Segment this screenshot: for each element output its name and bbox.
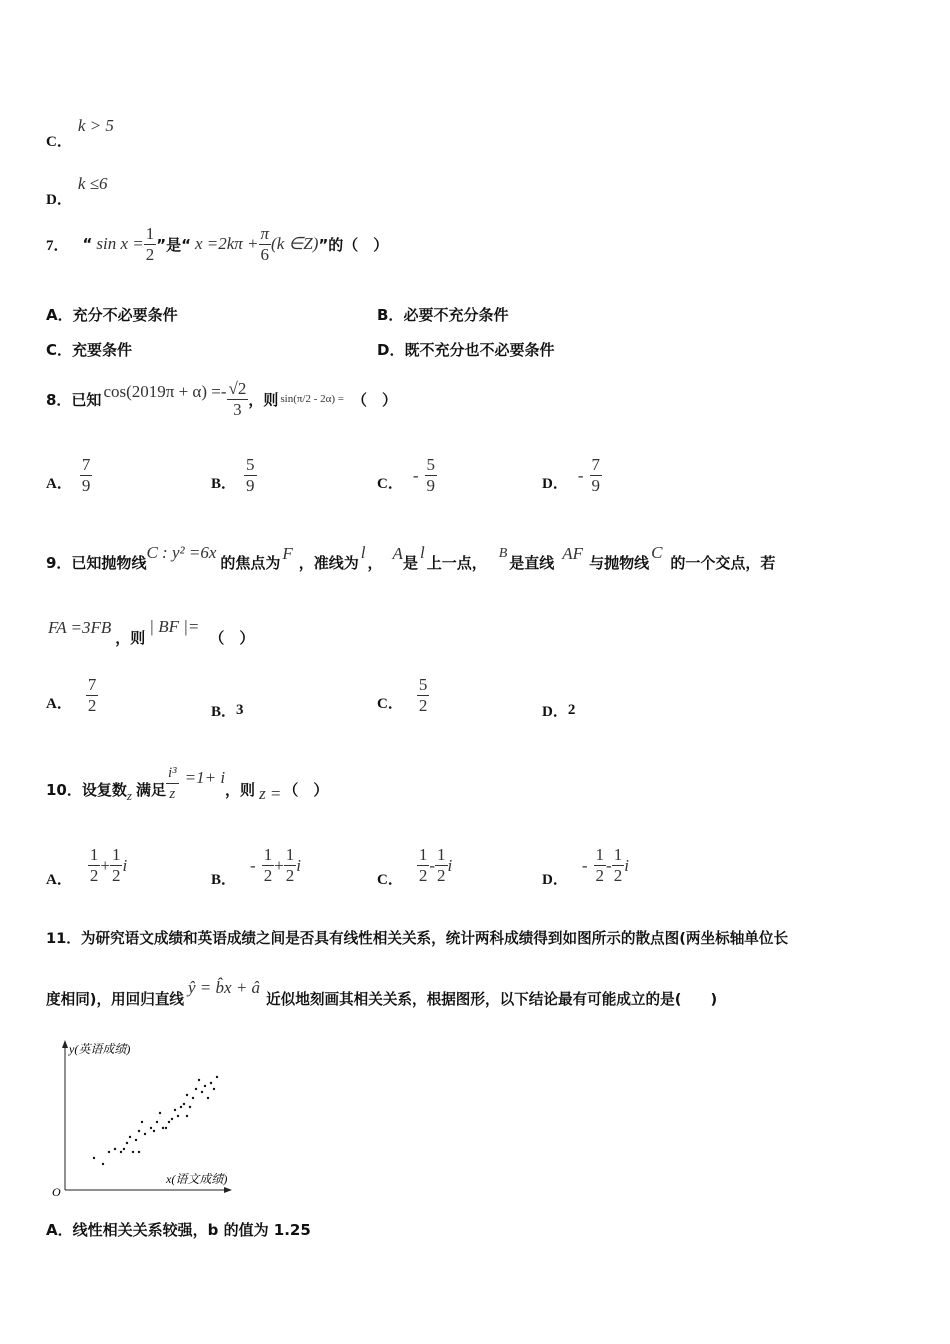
fraction [227, 380, 249, 419]
minus-sign: - [250, 855, 256, 875]
question-text: ”的（ ） [318, 235, 389, 254]
scatter-point [120, 1151, 122, 1153]
math-symbol: z [126, 788, 132, 803]
option-label: A． [46, 872, 72, 888]
question-number: 9．已知抛物线 [46, 553, 147, 572]
minus-sign: - [577, 465, 584, 485]
x-axis-label: x(语文成绩) [166, 1172, 228, 1186]
question-text: 满足 [135, 780, 166, 799]
option-value: 3 [236, 702, 244, 718]
question-text: ”是“ [156, 235, 191, 254]
q7-stem [46, 220, 388, 268]
answer-paren: （ ） [283, 780, 329, 799]
scatter-point [159, 1112, 161, 1114]
denominator: 2 [87, 696, 97, 715]
q10-option-c [377, 842, 452, 889]
scatter-point [135, 1139, 137, 1141]
q9-option-d [542, 700, 575, 721]
math-symbol: l [360, 543, 366, 562]
q7-option-a [46, 304, 178, 325]
numerator: 1 [595, 845, 605, 864]
scatter-point [102, 1163, 104, 1165]
scatter-point [201, 1091, 203, 1093]
option-label: D． [542, 872, 568, 888]
math-symbol: F [282, 544, 293, 563]
q8-option-b [211, 456, 257, 495]
math-expression: k ≤6 [77, 173, 108, 193]
option-label: B． [211, 872, 237, 888]
denominator: 9 [81, 476, 91, 495]
math-expression: cos(2019π + α) =- [103, 382, 227, 401]
numerator: 1 [89, 845, 99, 864]
math-expression: sin x = [96, 234, 144, 253]
q9-stem-line1 [46, 542, 775, 572]
math-expression: FA =3FB [48, 618, 112, 637]
question-text: ， [367, 553, 383, 572]
scatter-point [183, 1103, 185, 1105]
operator: - [606, 855, 612, 875]
imaginary-unit: i [296, 855, 302, 875]
scatter-point [123, 1148, 125, 1150]
denominator: z [169, 785, 176, 802]
numerator: 1 [111, 845, 121, 864]
scatter-point [180, 1106, 182, 1108]
math-symbol: A [392, 544, 403, 563]
question-text: 上一点， [426, 553, 487, 572]
q8-option-a [46, 456, 92, 495]
numerator: 1 [418, 845, 428, 864]
denominator: 2 [263, 866, 273, 885]
option-label: C． [46, 341, 73, 359]
regression-equation: ŷ = b̂x + â [188, 978, 261, 997]
q9-stem-line2 [48, 616, 254, 646]
scatter-point [192, 1097, 194, 1099]
numerator: 5 [246, 455, 255, 474]
q10-option-d [542, 842, 629, 889]
denominator: 3 [233, 399, 242, 419]
scatter-point [213, 1088, 215, 1090]
numerator: 7 [591, 455, 601, 474]
denominator: 9 [246, 476, 255, 495]
scatter-point [198, 1079, 200, 1081]
option-label: C． [46, 134, 72, 150]
scatter-point [195, 1088, 197, 1090]
operator: - [429, 855, 436, 875]
question-text: 近似地刻画其相关关系，根据图形，以下结论最有可能成立的是( ) [266, 990, 718, 1008]
math-symbol: l [419, 543, 425, 562]
math-expression: =1+ i [184, 768, 226, 787]
q9-option-b [211, 700, 244, 721]
question-number: 10．设复数 [46, 780, 127, 799]
scatter-point [129, 1136, 131, 1138]
denominator: 2 [285, 866, 295, 885]
math-expression: sin(π/2 - 2α) = [280, 393, 345, 405]
question-text: 与抛物线 [589, 553, 650, 572]
q7-option-d [377, 339, 554, 360]
scatter-point [168, 1121, 170, 1123]
math-expression: C : y² =6x [146, 543, 217, 562]
operator: + [100, 855, 110, 875]
question-text: 的一个交点，若 [670, 553, 776, 572]
option-value: 2 [567, 702, 576, 718]
numerator: 7 [81, 455, 91, 474]
option-label: D． [542, 476, 568, 492]
numerator: 1 [263, 845, 273, 864]
numerator: 1 [437, 845, 446, 864]
imaginary-unit: i [624, 855, 629, 875]
option-label: C． [377, 696, 403, 712]
denominator: 2 [418, 696, 428, 715]
numerator: 1 [285, 845, 295, 864]
numerator: 5 [426, 455, 436, 474]
minus-sign: - [412, 465, 419, 485]
question-text: ，准线为 [298, 553, 359, 572]
option-label: D． [377, 341, 405, 359]
option-label: C． [377, 476, 403, 492]
scatter-points [93, 1076, 218, 1165]
q11-stem-line1: 11．为研究语文成绩和英语成绩之间是否具有线性相关关系，统计两科成绩得到如图所示的散点图(两坐标轴单位长 [46, 930, 789, 947]
numerator: 5 [418, 675, 428, 694]
q9-option-a [46, 676, 98, 715]
q10-stem [46, 758, 328, 808]
q9-option-c [377, 676, 429, 715]
x-axis-arrow [224, 1187, 232, 1193]
q7-option-c [46, 339, 132, 360]
denominator: 2 [418, 866, 428, 885]
question-number: 8．已知 [46, 390, 102, 409]
scatter-point [108, 1151, 110, 1153]
imaginary-unit: i [447, 855, 453, 875]
numerator: 1 [145, 223, 155, 243]
math-expression: k > 5 [77, 115, 114, 135]
denominator: 9 [426, 476, 436, 495]
numerator: √2 [228, 378, 247, 398]
option-label: B． [211, 476, 237, 492]
numerator: π [260, 223, 270, 243]
q8-stem [46, 374, 397, 424]
question-number: 7． [46, 237, 69, 254]
denominator: 2 [437, 866, 446, 885]
scatter-point [207, 1097, 209, 1099]
origin-label: O [52, 1185, 61, 1199]
math-expression: (k ∈Z) [271, 234, 319, 253]
question-text: 是 [402, 553, 418, 572]
scatter-point [114, 1148, 116, 1150]
scatter-point [150, 1127, 152, 1129]
q6-option-c [46, 100, 114, 151]
denominator: 6 [260, 244, 270, 264]
q11-option-a: A．线性相关关系较强，b 的值为 1.25 [46, 1221, 311, 1239]
option-text: 既不充分也不必要条件 [404, 341, 555, 359]
question-text: 的焦点为 [220, 553, 281, 572]
scatter-point [93, 1157, 95, 1159]
option-label: D． [46, 192, 72, 208]
scatter-point [174, 1109, 176, 1111]
scatter-point [138, 1151, 140, 1153]
scatter-point [132, 1151, 134, 1153]
math-expression: x =2kπ + [194, 234, 259, 253]
question-text: 是直线 [509, 553, 555, 572]
scatter-plot [46, 1036, 246, 1200]
q7-option-b [377, 304, 508, 325]
scatter-point [162, 1127, 164, 1129]
scatter-point [216, 1076, 218, 1078]
answer-paren: （ ） [209, 628, 255, 647]
math-symbol: AF [562, 544, 584, 563]
question-text: ，则 [115, 628, 146, 647]
option-label: B． [211, 704, 237, 720]
scatter-point [171, 1118, 173, 1120]
math-symbol: C [651, 543, 663, 562]
scatter-point [138, 1130, 140, 1132]
scatter-point [141, 1121, 143, 1123]
fraction [259, 225, 272, 264]
fraction [144, 225, 157, 264]
scatter-point [126, 1142, 128, 1144]
math-expression: z = [259, 784, 282, 803]
option-label: C． [377, 872, 403, 888]
imaginary-unit: i [122, 855, 128, 875]
scatter-point [210, 1082, 212, 1084]
option-text: 充分不必要条件 [72, 306, 178, 324]
math-expression: | BF |= [149, 617, 200, 636]
operator: + [274, 855, 284, 875]
denominator: 9 [591, 476, 601, 495]
q11-stem-line2 [46, 976, 717, 1006]
answer-paren: （ ） [352, 390, 398, 409]
option-text: 必要不充分条件 [403, 306, 509, 324]
option-text: 充要条件 [72, 341, 133, 359]
y-axis-label: y(英语成绩) [69, 1042, 131, 1056]
denominator: 2 [613, 866, 623, 885]
scatter-point [189, 1106, 191, 1108]
scatter-point [156, 1121, 158, 1123]
numerator: 1 [613, 845, 623, 864]
scatter-point [186, 1094, 188, 1096]
math-symbol: B [498, 546, 508, 561]
q6-option-d [46, 158, 107, 209]
scatter-point [204, 1085, 206, 1087]
denominator: 2 [111, 866, 121, 885]
numerator: 7 [87, 675, 97, 694]
scatter-point [153, 1130, 155, 1132]
question-text: ，则 [248, 390, 279, 409]
y-axis-arrow [62, 1040, 68, 1048]
question-text: ，则 [225, 780, 256, 799]
minus-sign: - [581, 855, 588, 875]
scatter-point [186, 1115, 188, 1117]
option-label: D． [542, 704, 568, 720]
q8-option-d [542, 456, 602, 495]
q8-option-c [377, 456, 437, 495]
denominator: 2 [145, 244, 155, 264]
option-label: B． [377, 306, 404, 324]
option-label: A． [46, 306, 73, 324]
denominator: 2 [89, 866, 99, 885]
option-label: A． [46, 696, 72, 712]
q10-option-b [211, 842, 301, 889]
option-label: A． [46, 476, 72, 492]
numerator: i³ [167, 764, 177, 781]
q10-option-a [46, 842, 127, 889]
scatter-point [177, 1115, 179, 1117]
quote-mark: “ [82, 235, 93, 253]
scatter-point [144, 1133, 146, 1135]
question-text: 度相同)，用回归直线 [46, 990, 185, 1008]
denominator: 2 [595, 866, 605, 885]
scatter-point [165, 1127, 167, 1129]
